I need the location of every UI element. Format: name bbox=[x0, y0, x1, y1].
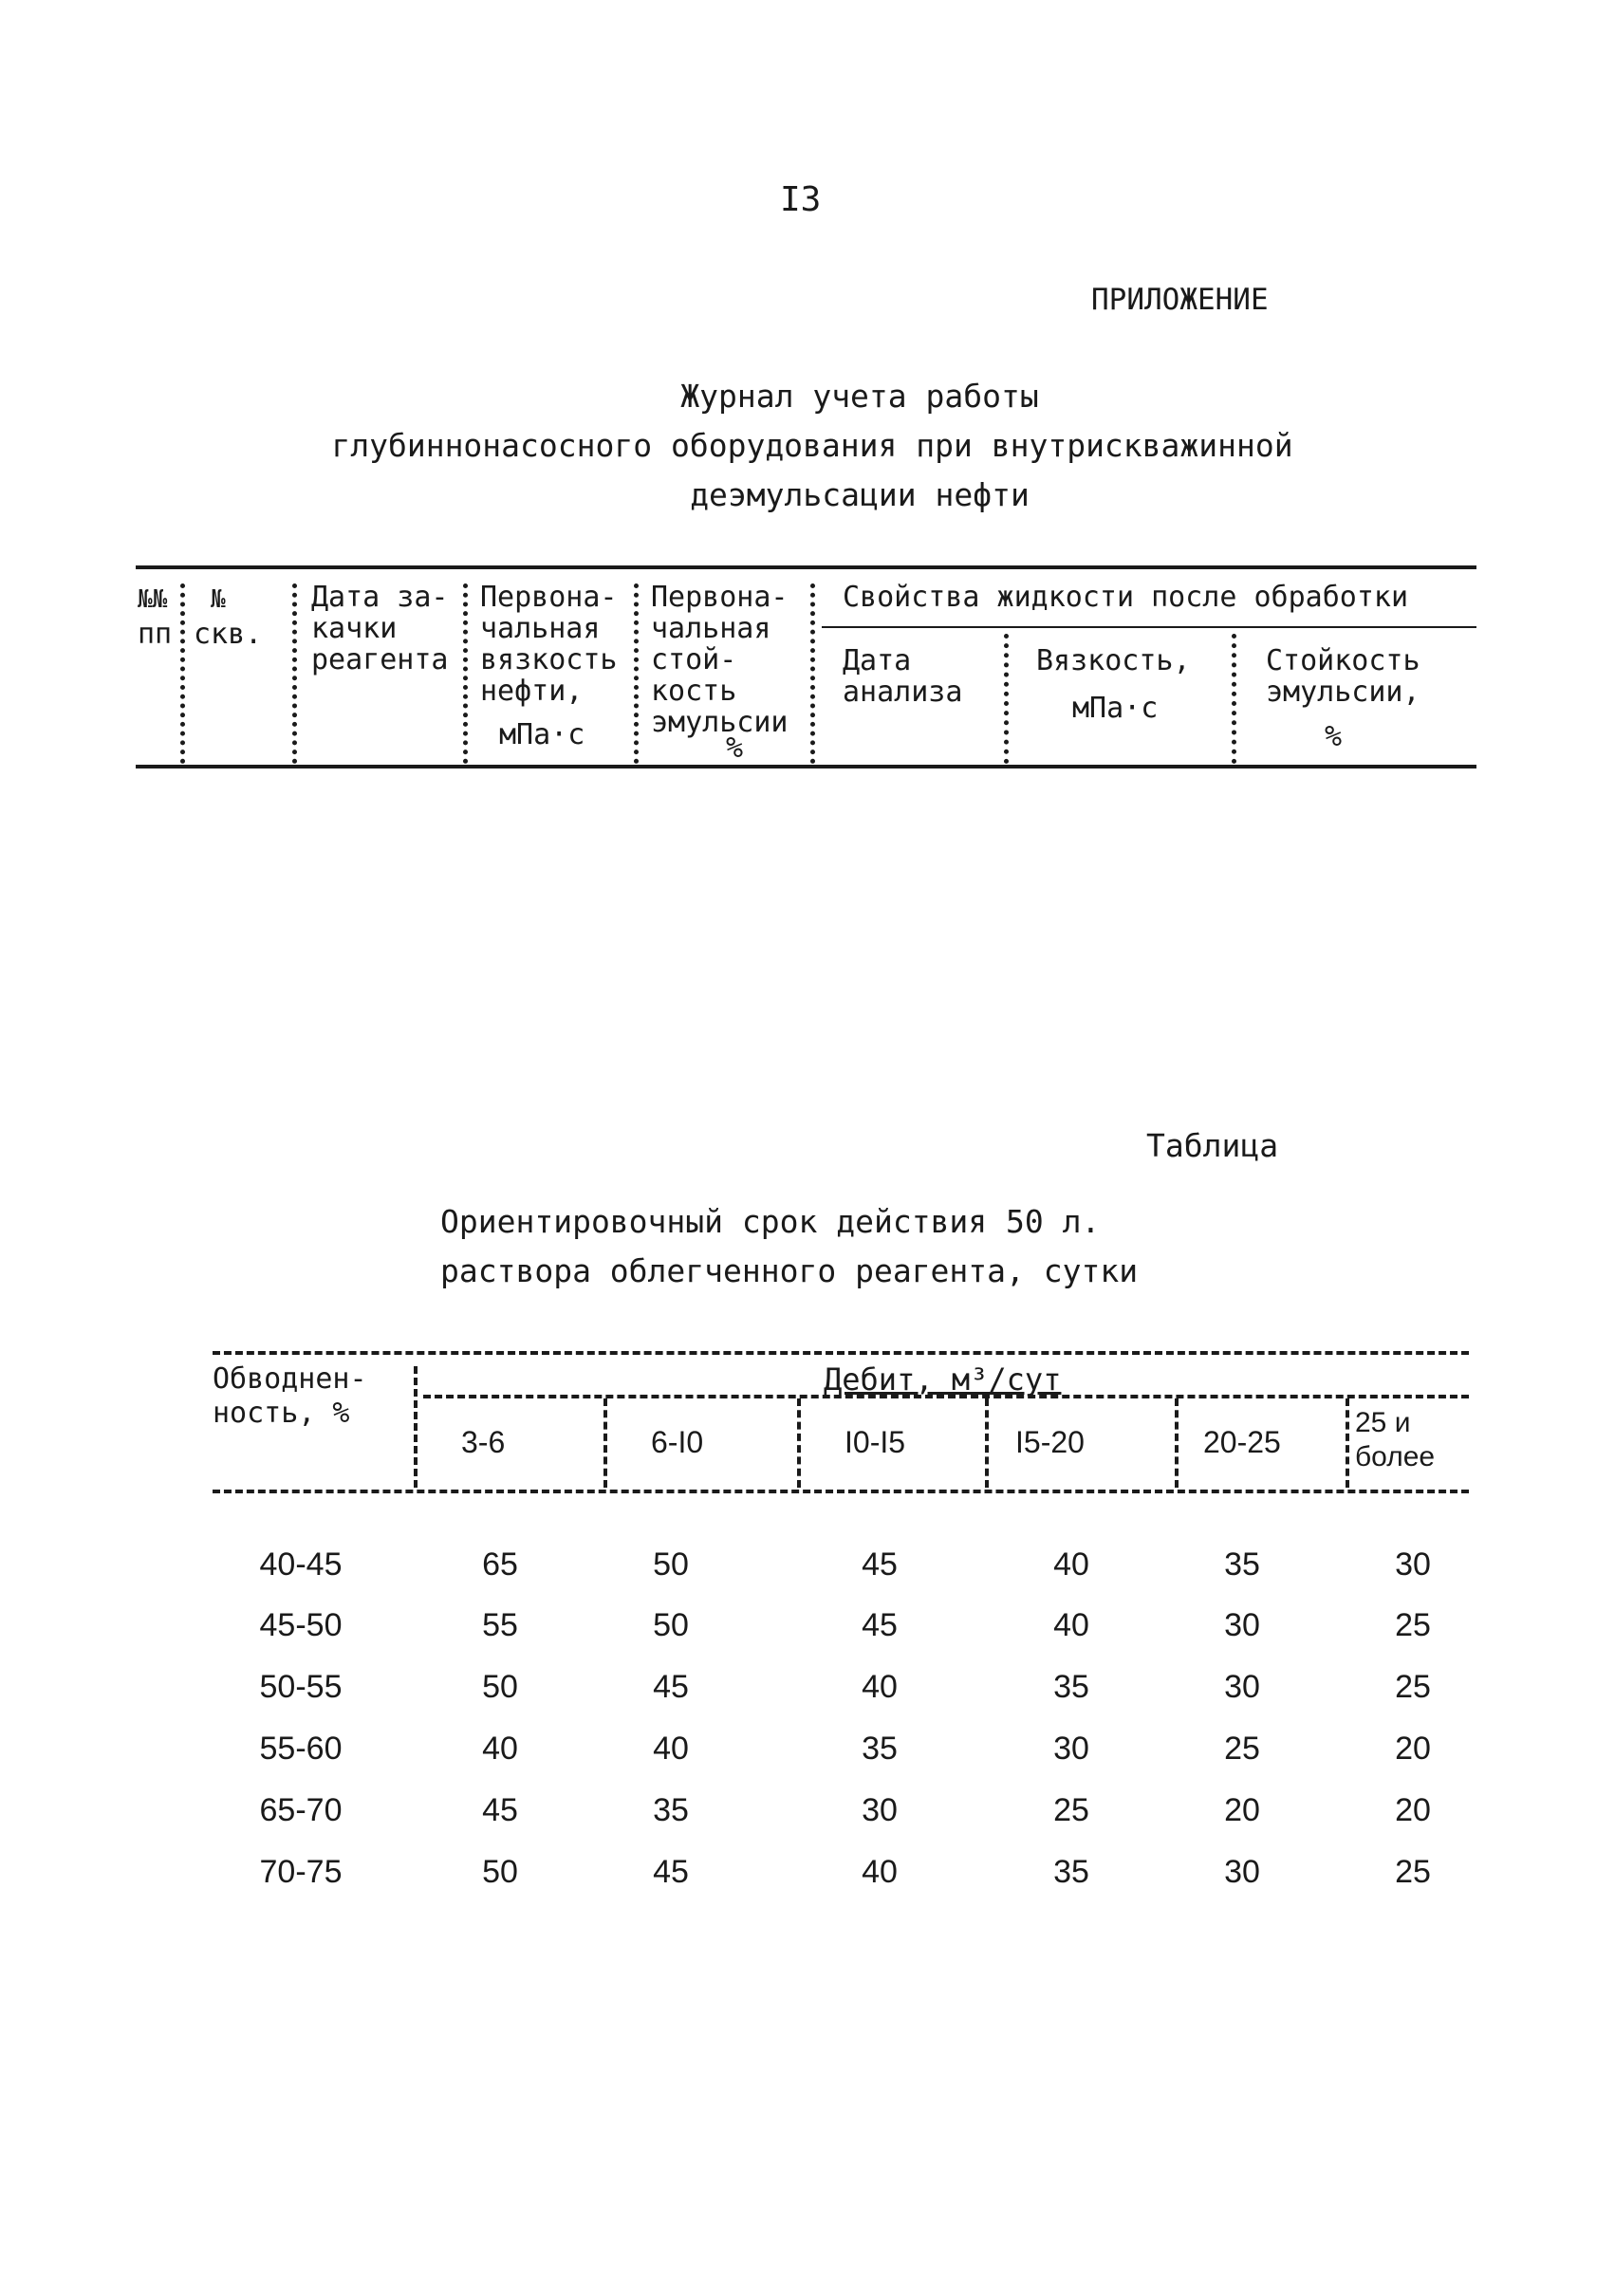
table-cell: 20 bbox=[1224, 1792, 1260, 1828]
col-analysis-date-line-1: Дата bbox=[843, 644, 912, 677]
journal-top-rule bbox=[136, 565, 1476, 569]
table-cell: 35 bbox=[1053, 1669, 1089, 1705]
col-viscosity-line-4: нефти, bbox=[480, 675, 584, 708]
row-header-line-2: ность, % bbox=[213, 1397, 350, 1430]
table-cell: 25 bbox=[1224, 1731, 1260, 1767]
table-separator bbox=[985, 1398, 989, 1488]
row-label: 45-50 bbox=[259, 1607, 343, 1643]
col-after-viscosity-line-2: мПа·с bbox=[1072, 692, 1159, 725]
col-after-stability-line-3: % bbox=[1325, 720, 1343, 753]
col-header-25-plus-line-1: 25 и bbox=[1355, 1407, 1411, 1438]
table-cell: 35 bbox=[862, 1731, 898, 1767]
row-header-line-1: Обводнен- bbox=[213, 1362, 367, 1396]
col-after-viscosity-line-1: Вязкость, bbox=[1036, 644, 1191, 677]
table-cell: 30 bbox=[862, 1792, 898, 1828]
journal-bottom-rule bbox=[136, 765, 1476, 768]
journal-title-line-3: деэмульсации нефти bbox=[690, 476, 1030, 513]
journal-group-rule bbox=[822, 626, 1476, 628]
col-header-6-10: 6-I0 bbox=[651, 1425, 704, 1459]
col-well-line-1: № bbox=[211, 585, 226, 614]
journal-separator bbox=[180, 583, 185, 764]
col-injection-date-line-1: Дата за- bbox=[311, 581, 449, 614]
table-cell: 40 bbox=[482, 1731, 518, 1767]
table-label: Таблица bbox=[1146, 1127, 1279, 1164]
appendix-label: ПРИЛОЖЕНИЕ bbox=[1091, 283, 1269, 317]
journal-title-line-2: глубиннонасосного оборудования при внутрискважинной bbox=[331, 427, 1293, 464]
col-injection-date-line-2: качки bbox=[311, 612, 398, 645]
table-cell: 25 bbox=[1395, 1607, 1431, 1643]
table-cell: 30 bbox=[1053, 1731, 1089, 1767]
table-cell: 40 bbox=[1053, 1546, 1089, 1583]
col-number-line-2: пп bbox=[138, 618, 173, 651]
group-header: Дебит, м³/сут bbox=[824, 1361, 1062, 1398]
table-cell: 45 bbox=[862, 1607, 898, 1643]
table-cell: 30 bbox=[1224, 1854, 1260, 1890]
journal-title-line-1: Журнал учета работы bbox=[680, 378, 1039, 415]
col-header-25-plus-line-2: более bbox=[1355, 1441, 1436, 1472]
table-cell: 65 bbox=[482, 1546, 518, 1583]
col-stability-line-5: эмульсии bbox=[651, 706, 789, 739]
table-cell: 30 bbox=[1224, 1607, 1260, 1643]
col-header-10-15: I0-I5 bbox=[845, 1425, 906, 1459]
table-row bbox=[0, 1854, 1615, 1898]
table-cell: 30 bbox=[1224, 1669, 1260, 1705]
col-header-20-25: 20-25 bbox=[1203, 1425, 1281, 1459]
table-cell: 40 bbox=[862, 1854, 898, 1890]
col-after-stability-line-2: эмульсии, bbox=[1266, 676, 1420, 709]
table-cell: 25 bbox=[1395, 1669, 1431, 1705]
table-row bbox=[0, 1792, 1615, 1836]
table-cell: 35 bbox=[653, 1792, 689, 1828]
table-separator bbox=[797, 1398, 801, 1488]
table-cell: 25 bbox=[1395, 1854, 1431, 1890]
col-header-15-20: I5-20 bbox=[1015, 1425, 1085, 1459]
table-cell: 20 bbox=[1395, 1792, 1431, 1828]
journal-separator bbox=[634, 583, 639, 764]
journal-separator bbox=[463, 583, 468, 764]
table-separator bbox=[1346, 1398, 1349, 1488]
col-well-line-2: скв. bbox=[194, 618, 263, 651]
table-cell: 40 bbox=[1053, 1607, 1089, 1643]
table-separator bbox=[603, 1398, 607, 1488]
table-cell: 45 bbox=[653, 1854, 689, 1890]
row-label: 50-55 bbox=[259, 1669, 343, 1705]
col-group-header: Свойства жидкости после обработки bbox=[843, 581, 1409, 614]
row-label: 70-75 bbox=[259, 1854, 343, 1890]
col-stability-line-6: % bbox=[726, 731, 744, 765]
table-cell: 50 bbox=[482, 1854, 518, 1890]
journal-separator bbox=[1232, 634, 1236, 764]
col-after-stability-line-1: Стойкость bbox=[1266, 644, 1420, 677]
table-cell: 45 bbox=[482, 1792, 518, 1828]
table-cell: 45 bbox=[862, 1546, 898, 1583]
table-cell: 40 bbox=[862, 1669, 898, 1705]
col-number-line-1: №№ bbox=[138, 585, 168, 614]
col-injection-date-line-3: реагента bbox=[311, 643, 449, 676]
table-header-bottom-rule bbox=[213, 1490, 1469, 1493]
journal-separator bbox=[292, 583, 297, 764]
table-top-rule bbox=[213, 1351, 1469, 1355]
table-cell: 50 bbox=[653, 1607, 689, 1643]
journal-separator bbox=[810, 583, 815, 764]
table-cell: 50 bbox=[482, 1669, 518, 1705]
col-viscosity-line-2: чальная bbox=[480, 612, 601, 645]
row-label: 65-70 bbox=[259, 1792, 343, 1828]
table-cell: 50 bbox=[653, 1546, 689, 1583]
col-stability-line-4: кость bbox=[651, 675, 737, 708]
col-viscosity-line-5: мПа·с bbox=[499, 718, 585, 751]
col-analysis-date-line-2: анализа bbox=[843, 676, 963, 709]
table-row bbox=[0, 1546, 1615, 1590]
table-cell: 25 bbox=[1053, 1792, 1089, 1828]
table-title-line-2: раствора облегченного реагента, сутки bbox=[440, 1252, 1139, 1289]
table-row bbox=[0, 1607, 1615, 1651]
table-separator bbox=[1175, 1398, 1179, 1488]
table-cell: 35 bbox=[1053, 1854, 1089, 1890]
table-row bbox=[0, 1731, 1615, 1774]
table-cell: 45 bbox=[653, 1669, 689, 1705]
page-number: I3 bbox=[780, 180, 822, 219]
col-stability-line-3: стой- bbox=[651, 643, 737, 676]
row-label: 55-60 bbox=[259, 1731, 343, 1767]
table-cell: 20 bbox=[1395, 1731, 1431, 1767]
table-cell: 30 bbox=[1395, 1546, 1431, 1583]
col-stability-line-1: Первона- bbox=[651, 581, 789, 614]
table-title-line-1: Ориентировочный срок действия 50 л. bbox=[440, 1203, 1101, 1240]
journal-separator bbox=[1004, 634, 1009, 764]
table-cell: 40 bbox=[653, 1731, 689, 1767]
table-row bbox=[0, 1669, 1615, 1713]
table-cell: 35 bbox=[1224, 1546, 1260, 1583]
col-viscosity-line-3: вязкость bbox=[480, 643, 618, 676]
col-stability-line-2: чальная bbox=[651, 612, 771, 645]
row-label: 40-45 bbox=[259, 1546, 343, 1583]
col-viscosity-line-1: Первона- bbox=[480, 581, 618, 614]
col-header-3-6: 3-6 bbox=[461, 1425, 506, 1459]
table-cell: 55 bbox=[482, 1607, 518, 1643]
table-separator bbox=[414, 1366, 418, 1488]
